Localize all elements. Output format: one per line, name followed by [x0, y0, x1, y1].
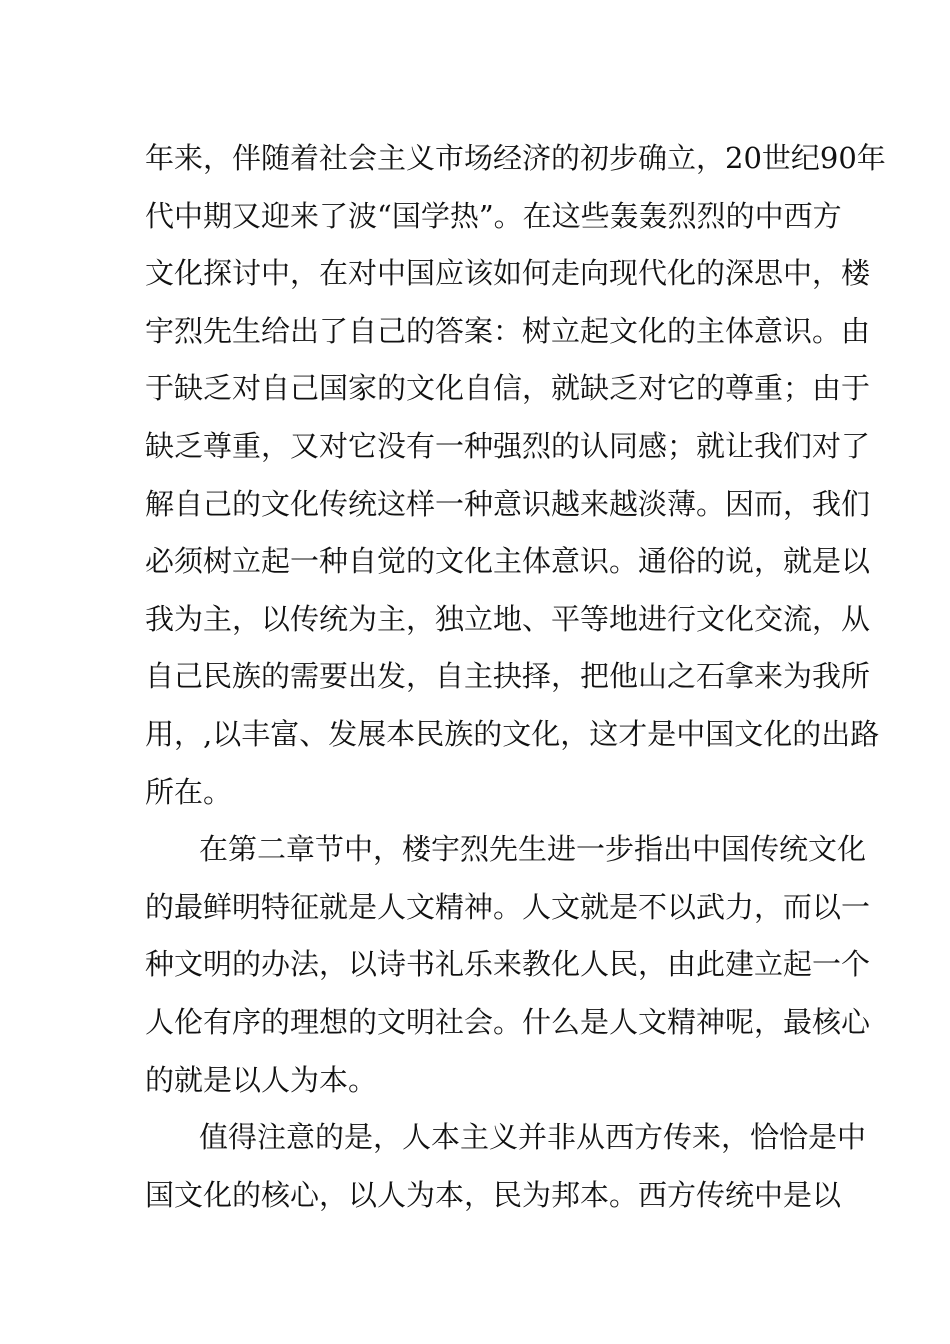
paragraph-1	[145, 130, 886, 821]
text-line: 我为主，以传统为主，独立地、平等地进行文化交流，从	[145, 601, 871, 636]
text-line: 的就是以人为本。	[145, 1062, 378, 1097]
text-line: 在第二章节中，楼宇烈先生进一步指出中国传统文化	[199, 832, 867, 867]
text-line: 文化探讨中，在对中国应该如何走向现代化的深思中，楼	[145, 256, 871, 291]
text-line: 于缺乏对自己国家的文化自信，就缺乏对它的尊重；由于	[145, 371, 871, 406]
text-line: 缺乏尊重，又对它没有一种强烈的认同感；就让我们对了	[145, 428, 871, 463]
body-text	[145, 130, 886, 1224]
paragraph-3	[145, 1109, 867, 1224]
text-line: 必须树立起一种自觉的文化主体意识。通俗的说，就是以	[145, 544, 871, 579]
text-line: 用，,以丰富、发展本民族的文化，这才是中国文化的出路	[145, 716, 880, 751]
text-line: 的最鲜明特征就是人文精神。人文就是不以武力，而以一	[145, 889, 871, 924]
text-line: 代中期又迎来了波“国学热”。在这些轰轰烈烈的中西方	[145, 198, 842, 233]
text-line: 人伦有序的理想的文明社会。什么是人文精神呢，最核心	[145, 1004, 871, 1039]
text-line: 解自己的文化传统这样一种意识越来越淡薄。因而，我们	[145, 486, 871, 521]
text-line: 宇烈先生给出了自己的答案：树立起文化的主体意识。由	[145, 313, 871, 348]
text-line: 所在。	[145, 774, 233, 809]
text-line: 国文化的核心，以人为本，民为邦本。西方传统中是以	[145, 1177, 842, 1212]
text-line: 自己民族的需要出发，自主抉择，把他山之石拿来为我所	[145, 659, 871, 694]
text-line: 种文明的办法，以诗书礼乐来教化人民，由此建立起一个	[145, 947, 871, 982]
paragraph-2	[145, 821, 871, 1109]
text-line: 年来，伴随着社会主义市场经济的初步确立，20世纪90年	[145, 141, 886, 175]
text-line: 值得注意的是，人本主义并非从西方传来，恰恰是中	[199, 1120, 867, 1155]
